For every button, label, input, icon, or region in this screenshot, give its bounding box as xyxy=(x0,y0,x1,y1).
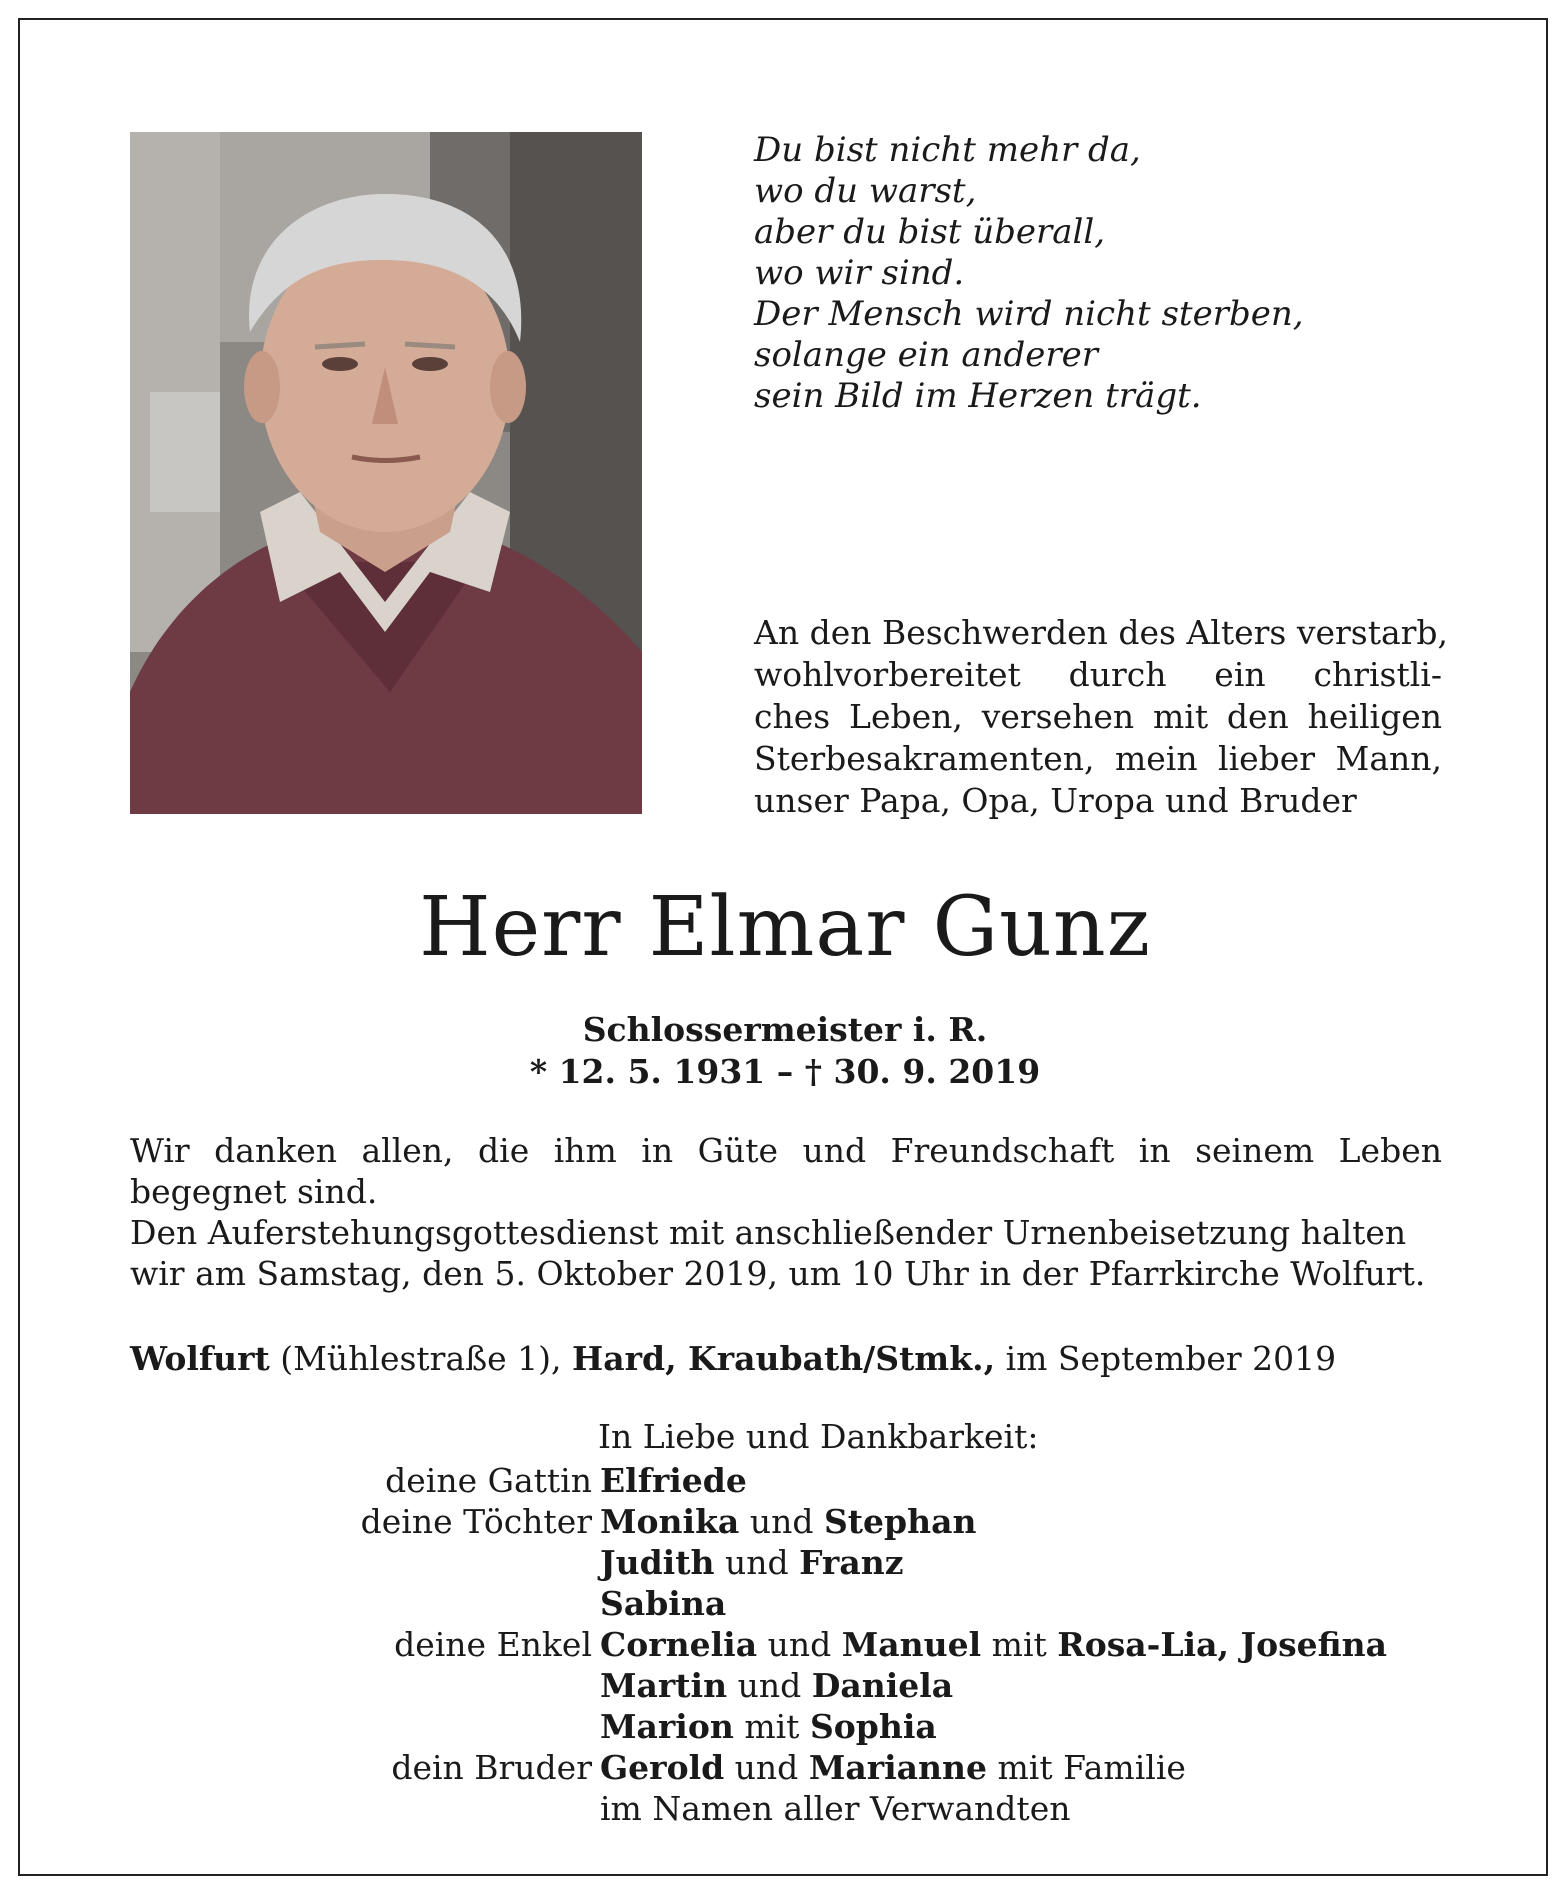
thanks-line: Wir danken allen, die ihm in Güte und Freundschaft in seinem Leben xyxy=(130,1131,1442,1170)
signoff: In Liebe und Dankbarkeit: xyxy=(598,1417,1039,1456)
thanks-line: begegnet sind. xyxy=(130,1172,378,1211)
connector: mit xyxy=(733,1707,810,1746)
portrait-photo xyxy=(130,132,642,814)
connector: und xyxy=(714,1543,800,1582)
connector: und xyxy=(739,1502,824,1541)
connector: und xyxy=(724,1748,809,1787)
family-row xyxy=(130,1624,1450,1665)
family-name: Elfriede xyxy=(600,1461,747,1500)
family-row xyxy=(130,1788,1450,1829)
relation-label: dein Bruder xyxy=(391,1748,592,1787)
poem-line: aber du bist überall, xyxy=(754,212,1106,252)
deceased-profession: Schlossermeister i. R. xyxy=(582,1010,988,1049)
family-name: Monika xyxy=(600,1502,740,1541)
poem-line: solange ein anderer xyxy=(754,335,1099,375)
family-row xyxy=(130,1706,1450,1747)
thanks-and-service-text xyxy=(130,1130,1442,1294)
connector: und xyxy=(757,1625,842,1664)
connector: mit xyxy=(981,1625,1058,1664)
family-name: Marion xyxy=(600,1707,734,1746)
family-name: Stephan xyxy=(823,1502,977,1541)
connector: mit Familie xyxy=(987,1748,1186,1787)
intro-line: wohlvorbereitet durch ein christli- xyxy=(754,655,1442,694)
place-month: im September 2019 xyxy=(995,1339,1337,1378)
place-address: (Mühlestraße 1), xyxy=(269,1339,573,1378)
family-row xyxy=(130,1665,1450,1706)
life-dates: * 12. 5. 1931 – † 30. 9. 2019 xyxy=(529,1052,1041,1091)
memorial-poem xyxy=(754,130,1304,417)
place-other: Hard, Kraubath/Stmk., xyxy=(572,1339,996,1378)
thanks-line: wir am Samstag, den 5. Oktober 2019, um 10 Uhr in der Pfarrkirche Wolfurt. xyxy=(130,1254,1426,1293)
family-name: Gerold xyxy=(600,1748,725,1787)
intro-line: An den Beschwerden des Alters verstarb, xyxy=(754,613,1449,652)
family-name: Daniela xyxy=(811,1666,954,1705)
family-name: Franz xyxy=(799,1543,904,1582)
family-row xyxy=(130,1460,1450,1501)
family-row xyxy=(130,1583,1450,1624)
family-row xyxy=(130,1542,1450,1583)
family-name: Marianne xyxy=(808,1748,988,1787)
poem-line: sein Bild im Herzen trägt. xyxy=(754,376,1202,416)
relation-label: deine Gattin xyxy=(385,1461,592,1500)
relation-label: deine Töchter xyxy=(360,1502,592,1541)
family-row xyxy=(130,1747,1450,1788)
family-row xyxy=(130,1501,1450,1542)
family-name: Judith xyxy=(600,1543,715,1582)
relation-label: deine Enkel xyxy=(394,1625,592,1664)
closing-line: im Namen aller Verwandten xyxy=(600,1789,1071,1828)
connector: und xyxy=(727,1666,812,1705)
family-name: Sophia xyxy=(809,1707,937,1746)
deceased-name: Herr Elmar Gunz xyxy=(419,880,1151,975)
death-announcement-text xyxy=(754,612,1449,822)
place-and-date xyxy=(130,1338,1450,1379)
family-name: Manuel xyxy=(841,1625,982,1664)
poem-line: Der Mensch wird nicht sterben, xyxy=(754,294,1304,334)
intro-line: unser Papa, Opa, Uropa und Bruder xyxy=(754,781,1357,820)
family-name: Rosa-Lia, Josefina xyxy=(1057,1625,1388,1664)
family-name: Cornelia xyxy=(600,1625,758,1664)
thanks-line: Den Auferstehungsgottesdienst mit anschließender Urnenbeisetzung halten xyxy=(130,1213,1407,1252)
family-list xyxy=(130,1460,1450,1829)
obituary-notice xyxy=(18,18,1548,1876)
place-wolfurt: Wolfurt xyxy=(130,1339,270,1378)
intro-line: ches Leben, versehen mit den heiligen xyxy=(754,697,1442,736)
poem-line: wo du warst, xyxy=(754,171,977,211)
family-name: Sabina xyxy=(600,1584,727,1623)
poem-line: Du bist nicht mehr da, xyxy=(754,130,1141,170)
intro-line: Sterbesakramenten, mein lieber Mann, xyxy=(754,739,1442,778)
family-name: Martin xyxy=(600,1666,728,1705)
poem-line: wo wir sind. xyxy=(754,253,965,293)
